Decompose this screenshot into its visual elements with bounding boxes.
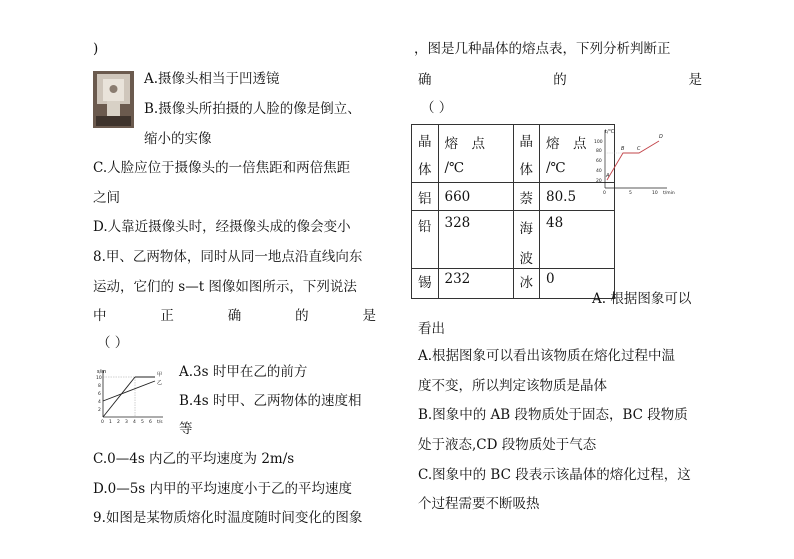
q9-stem-line2: ，图是几种晶体的熔点表，下列分析判断正 bbox=[414, 41, 671, 57]
q8-answer-paren: （ ） bbox=[97, 335, 129, 351]
table-row bbox=[412, 211, 615, 269]
q9-option-a2-line1: A.根据图象可以看出该物质在熔化过程中温 bbox=[418, 348, 676, 364]
st-x-tick: 0 bbox=[101, 420, 104, 425]
point-label-a: A bbox=[606, 173, 610, 179]
table-header-cell: 晶 体 bbox=[513, 125, 540, 183]
q9-option-a-line1: A. 根据图象可以 bbox=[592, 291, 692, 307]
q8-option-b-line1: B.4s 时甲、乙两物体的速度相 bbox=[179, 393, 362, 409]
table-cell: 232 bbox=[438, 269, 513, 299]
q7-option-d: D.人靠近摄像头时，经摄像头成的像会变小 bbox=[93, 219, 351, 235]
q8-option-a: A.3s 时甲在乙的前方 bbox=[179, 364, 308, 380]
q9-option-c-line2: 个过程需要不断吸热 bbox=[418, 496, 540, 512]
q8-option-b-line2: 等 bbox=[179, 421, 193, 437]
table-cell: 80.5 bbox=[540, 183, 615, 211]
temp-y-tick: 20 bbox=[596, 179, 602, 184]
q8-word: 是 bbox=[362, 308, 376, 324]
table-cell: 328 bbox=[438, 211, 513, 269]
q7-option-b-line2: 缩小的实像 bbox=[144, 131, 212, 147]
table-cell: 铅 bbox=[412, 211, 439, 269]
camera-face-photo bbox=[93, 71, 134, 128]
q8-word: 正 bbox=[160, 308, 174, 324]
st-x-tick: 1 bbox=[109, 420, 112, 425]
table-cell: 锡 bbox=[412, 269, 439, 299]
q7-option-b-line1: B.摄像头所拍摄的人脸的像是倒立、 bbox=[144, 101, 361, 117]
table-cell: 海 波 bbox=[513, 211, 540, 269]
temp-graph-y-label: t/℃ bbox=[605, 129, 615, 135]
temp-x-tick: 10 bbox=[652, 191, 658, 196]
table-cell: 萘 bbox=[513, 183, 540, 211]
melting-point-table bbox=[411, 124, 615, 299]
st-graph-y-label: s/m bbox=[97, 369, 107, 375]
st-y-tick: 6 bbox=[98, 392, 101, 397]
table-row bbox=[412, 183, 615, 211]
q8-word: 的 bbox=[295, 308, 309, 324]
q7-option-c-line1: C.人脸应位于摄像头的一倍焦距和两倍焦距 bbox=[93, 160, 351, 176]
temp-y-tick: 60 bbox=[596, 159, 602, 164]
st-x-tick: 6 bbox=[149, 420, 152, 425]
st-y-tick: 8 bbox=[98, 384, 101, 389]
q8-option-d: D.0—5s 内甲的平均速度小于乙的平均速度 bbox=[93, 481, 353, 497]
temp-x-tick: 5 bbox=[629, 191, 632, 196]
st-graph-x-label: t/s bbox=[157, 420, 163, 425]
table-cell: 铝 bbox=[412, 183, 439, 211]
q9-option-a2-line2: 度不变，所以判定该物质是晶体 bbox=[418, 378, 607, 394]
temperature-time-graph bbox=[591, 126, 686, 196]
q8-stem-line2: 运动，它们的 s—t 图像如图所示，下列说法 bbox=[93, 279, 357, 295]
q9-answer-paren: （ ） bbox=[421, 100, 453, 116]
table-cell: 48 bbox=[540, 211, 615, 269]
st-x-tick: 4 bbox=[133, 420, 136, 425]
temp-curve bbox=[607, 141, 659, 180]
st-y-tick: 4 bbox=[98, 400, 101, 405]
table-row bbox=[412, 269, 615, 299]
temp-graph-x-label: t/min bbox=[663, 191, 675, 196]
point-label-c: C bbox=[637, 146, 641, 152]
q8-stem-line1: 8.甲、乙两物体，同时从同一地点沿直线向东 bbox=[93, 249, 363, 265]
continuation-paren: ) bbox=[93, 41, 99, 57]
q9-option-a-line2: 看出 bbox=[418, 321, 445, 337]
temp-y-tick: 100 bbox=[594, 140, 603, 145]
q8-word: 确 bbox=[227, 308, 242, 324]
st-graph bbox=[91, 365, 171, 427]
st-x-tick: 5 bbox=[141, 420, 144, 425]
table-header-cell: 熔 点 /℃ bbox=[438, 125, 513, 183]
table-header-cell: 熔 点 /℃ bbox=[540, 125, 615, 183]
st-x-tick: 2 bbox=[117, 420, 120, 425]
temp-y-tick: 80 bbox=[596, 149, 602, 154]
q9-option-c-line1: C.图象中的 BC 段表示该晶体的熔化过程，这 bbox=[418, 467, 691, 483]
table-cell: 冰 bbox=[513, 269, 540, 299]
q9-word: 的 bbox=[553, 72, 567, 88]
table-cell: 660 bbox=[438, 183, 513, 211]
q9-stem-line3 bbox=[418, 71, 702, 89]
table-header-row bbox=[412, 125, 615, 183]
table-header-cell: 晶 体 bbox=[412, 125, 439, 183]
q9-word: 是 bbox=[688, 72, 702, 88]
temp-x-tick: 0 bbox=[603, 191, 606, 196]
temp-y-tick: 40 bbox=[596, 169, 602, 174]
q8-word: 中 bbox=[93, 308, 107, 324]
point-label-b: B bbox=[621, 146, 625, 152]
q9-option-b-line1: B.图象中的 AB 段物质处于固态，BC 段物质 bbox=[418, 407, 688, 423]
q9-word: 确 bbox=[418, 72, 432, 88]
st-series-label-yi: 乙 bbox=[157, 380, 163, 386]
st-series-jia bbox=[103, 377, 135, 417]
st-series-label-jia: 甲 bbox=[157, 372, 163, 378]
st-y-tick: 10 bbox=[96, 376, 102, 381]
q7-option-a: A.摄像头相当于凹透镜 bbox=[144, 71, 280, 87]
q9-option-b-line2: 处于液态,CD 段物质处于气态 bbox=[418, 437, 597, 453]
st-x-tick: 3 bbox=[125, 420, 128, 425]
table-cell: 0 bbox=[540, 269, 615, 299]
q8-option-c: C.0—4s 内乙的平均速度为 2m/s bbox=[93, 451, 295, 467]
point-label-d: D bbox=[659, 134, 663, 140]
st-y-tick: 2 bbox=[98, 408, 101, 413]
q8-stem-line3 bbox=[93, 307, 376, 325]
q9-stem-line1: 9.如图是某物质熔化时温度随时间变化的图象 bbox=[93, 510, 363, 526]
q7-option-c-line2: 之间 bbox=[93, 190, 120, 206]
